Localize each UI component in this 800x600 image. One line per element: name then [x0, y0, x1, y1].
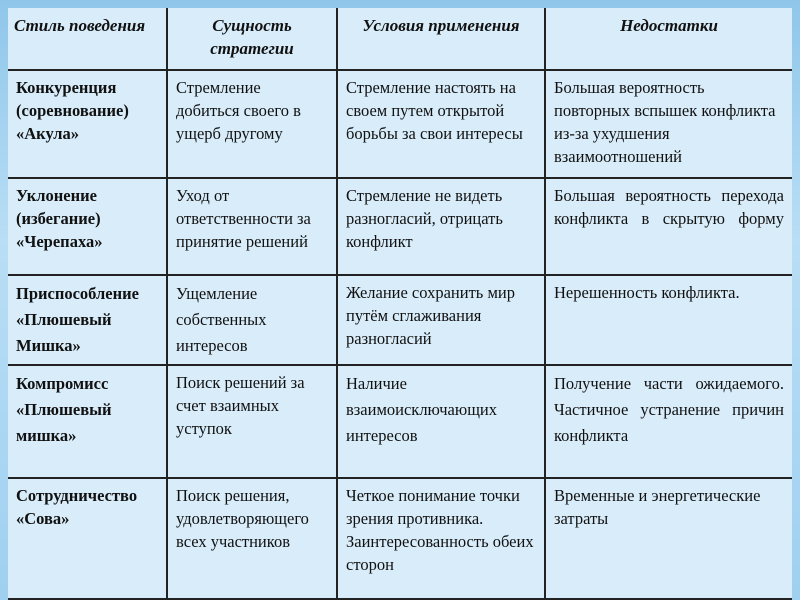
cell-drawbacks: Большая вероятность повторных вспышек конфликта из-за ухудшения взаимоотношений: [545, 70, 792, 178]
cell-conditions: Желание сохранить мир путём сглаживания разногласий: [337, 275, 545, 365]
cell-style: Сотрудничество «Сова»: [8, 478, 167, 599]
slide-table-container: [8, 8, 792, 600]
cell-style: Уклонение (избегание) «Черепаха»: [8, 178, 167, 275]
table-header-row: [8, 8, 792, 70]
cell-drawbacks: Нерешенность конфликта.: [545, 275, 792, 365]
conflict-styles-table: [8, 8, 792, 600]
cell-conditions: Стремление не видеть разногласий, отрицать конфликт: [337, 178, 545, 275]
cell-style: Конкуренция (соревнование) «Акула»: [8, 70, 167, 178]
cell-essence: Ущемление собственных интересов: [167, 275, 337, 365]
cell-drawbacks: Получение части ожидаемого. Частичное устранение причин конфликта: [545, 365, 792, 478]
cell-drawbacks: Большая вероятность перехода конфликта в скрытую форму: [545, 178, 792, 275]
cell-essence: Уход от ответственности за принятие решений: [167, 178, 337, 275]
table-row: [8, 178, 792, 275]
table-row: [8, 70, 792, 178]
table-row: [8, 365, 792, 478]
cell-conditions: Четкое понимание точки зрения противника. Заинтересованность обеих сторон: [337, 478, 545, 599]
cell-style: Компромисс «Плюшевый мишка»: [8, 365, 167, 478]
header-drawbacks: Недостатки: [545, 8, 792, 70]
cell-essence: Стремление добиться своего в ущерб другому: [167, 70, 337, 178]
header-essence: Сущность стратегии: [167, 8, 337, 70]
header-conditions: Условия применения: [337, 8, 545, 70]
cell-essence: Поиск решения, удовлетворяющего всех участников: [167, 478, 337, 599]
header-style: Стиль поведения: [8, 8, 167, 70]
cell-conditions: Стремление настоять на своем путем открытой борьбы за свои интересы: [337, 70, 545, 178]
cell-drawbacks: Временные и энергетические затраты: [545, 478, 792, 599]
cell-conditions: Наличие взаимоисключающих интересов: [337, 365, 545, 478]
table-row: [8, 478, 792, 599]
table-row: [8, 275, 792, 365]
cell-style: Приспособление «Плюшевый Мишка»: [8, 275, 167, 365]
cell-essence: Поиск решений за счет взаимных уступок: [167, 365, 337, 478]
